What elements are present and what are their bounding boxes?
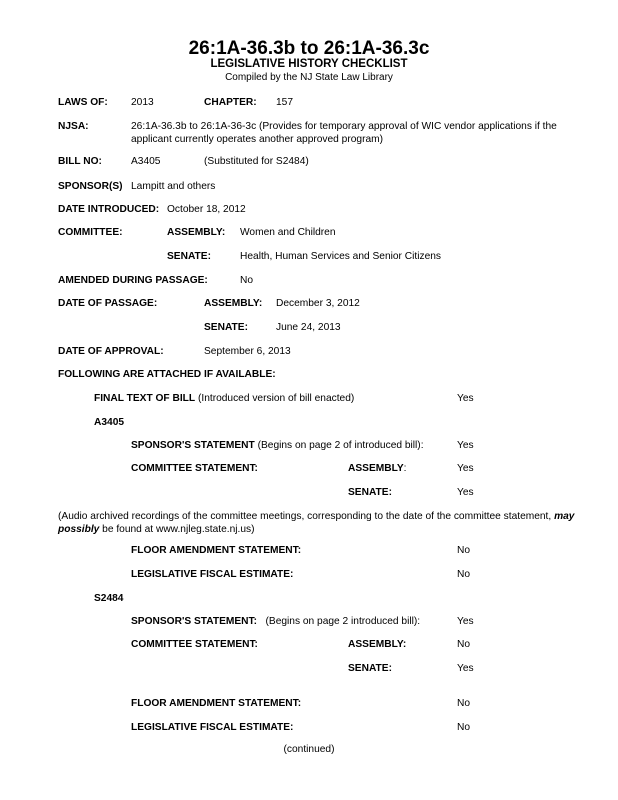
njsa-label: NJSA: xyxy=(58,121,89,132)
a3405-fiscal-value: No xyxy=(457,569,471,580)
s2484-senate-value: Yes xyxy=(457,663,474,674)
date-of-approval-label: DATE OF APPROVAL: xyxy=(58,346,164,357)
sponsors-label: SPONSOR(S) xyxy=(58,181,123,192)
attached-heading: FOLLOWING ARE ATTACHED IF AVAILABLE: xyxy=(58,369,276,380)
final-text-label: FINAL TEXT OF BILL xyxy=(94,393,196,404)
a3405-floor-label: FLOOR AMENDMENT STATEMENT: xyxy=(131,545,302,556)
a3405-fiscal-label: LEGISLATIVE FISCAL ESTIMATE: xyxy=(131,569,294,580)
s2484-fiscal-label: LEGISLATIVE FISCAL ESTIMATE: xyxy=(131,722,294,733)
date-introduced-value: October 18, 2012 xyxy=(167,204,246,215)
passage-senate-value: June 24, 2013 xyxy=(276,322,341,333)
s2484-sponsor-label: SPONSOR'S STATEMENT: xyxy=(131,616,257,627)
s2484-sponsor-note: (Begins on page 2 introduced bill): xyxy=(265,616,421,627)
s2484-floor-value: No xyxy=(457,698,471,709)
committee-label: COMMITTEE: xyxy=(58,227,123,238)
s2484-heading: S2484 xyxy=(94,593,124,604)
s2484-floor-label: FLOOR AMENDMENT STATEMENT: xyxy=(131,698,302,709)
s2484-sponsor-line xyxy=(131,615,420,628)
a3405-committee-label: COMMITTEE STATEMENT: xyxy=(131,463,258,474)
a3405-assembly-colon: : xyxy=(403,463,407,474)
njsa-value: 26:1A-36.3b to 26:1A-36-3c (Provides for temporary approval of WIC vendor applications if the applicant currently operates another approved program) xyxy=(131,121,557,145)
laws-of-label: LAWS OF: xyxy=(58,97,108,108)
chapter-value: 157 xyxy=(276,97,293,108)
s2484-assembly-value: No xyxy=(457,639,471,650)
audio-note-text: (Audio archived recordings of the committee meetings, corresponding to the date of the committee statement, xyxy=(58,511,555,522)
date-of-passage-label: DATE OF PASSAGE: xyxy=(58,298,158,309)
a3405-assembly-value: Yes xyxy=(457,463,474,474)
bill-no-label: BILL NO: xyxy=(58,156,102,167)
final-text-line xyxy=(94,392,354,405)
a3405-floor-value: No xyxy=(457,545,471,556)
a3405-sponsor-note: (Begins on page 2 of introduced bill): xyxy=(257,440,424,451)
sponsors-value: Lampitt and others xyxy=(131,181,216,192)
page-subtitle: LEGISLATIVE HISTORY CHECKLIST xyxy=(210,58,408,70)
a3405-assembly-line xyxy=(348,462,407,475)
page-title: 26:1A-36.3b to 26:1A-36.3c xyxy=(188,38,430,59)
a3405-sponsor-line xyxy=(131,439,424,452)
committee-assembly-label: ASSEMBLY: xyxy=(167,227,226,238)
a3405-senate-label: SENATE: xyxy=(348,487,392,498)
s2484-committee-label: COMMITTEE STATEMENT: xyxy=(131,639,258,650)
amended-value: No xyxy=(240,275,254,286)
passage-senate-label: SENATE: xyxy=(204,322,248,333)
a3405-sponsor-value: Yes xyxy=(457,440,474,451)
chapter-label: CHAPTER: xyxy=(204,97,257,108)
compiled-by: Compiled by the NJ State Law Library xyxy=(225,72,393,83)
committee-assembly-value: Women and Children xyxy=(240,227,336,238)
s2484-fiscal-value: No xyxy=(457,722,471,733)
date-introduced-label: DATE INTRODUCED: xyxy=(58,204,160,215)
audio-note-link-text: be found at www.njleg.state.nj.us) xyxy=(99,524,255,535)
audio-note xyxy=(58,510,603,536)
a3405-assembly-label: ASSEMBLY xyxy=(348,463,404,474)
audio-note-emphasis: may possibly xyxy=(58,511,575,535)
continued-note: (continued) xyxy=(283,744,335,755)
a3405-senate-value: Yes xyxy=(457,487,474,498)
final-text-note: (Introduced version of bill enacted) xyxy=(197,393,355,404)
s2484-sponsor-value: Yes xyxy=(457,616,474,627)
final-text-value: Yes xyxy=(457,393,474,404)
bill-no-value: A3405 xyxy=(131,156,161,167)
s2484-senate-label: SENATE: xyxy=(348,663,392,674)
date-of-approval-value: September 6, 2013 xyxy=(204,346,291,357)
committee-senate-value: Health, Human Services and Senior Citizens xyxy=(240,251,442,262)
a3405-heading: A3405 xyxy=(94,417,125,428)
passage-assembly-value: December 3, 2012 xyxy=(276,298,360,309)
passage-assembly-label: ASSEMBLY: xyxy=(204,298,263,309)
amended-label: AMENDED DURING PASSAGE: xyxy=(58,275,208,286)
bill-no-note: (Substituted for S2484) xyxy=(204,156,309,167)
a3405-sponsor-label: SPONSOR'S STATEMENT xyxy=(131,440,255,451)
laws-of-value: 2013 xyxy=(131,97,154,108)
s2484-assembly-label: ASSEMBLY: xyxy=(348,639,407,650)
committee-senate-label: SENATE: xyxy=(167,251,211,262)
